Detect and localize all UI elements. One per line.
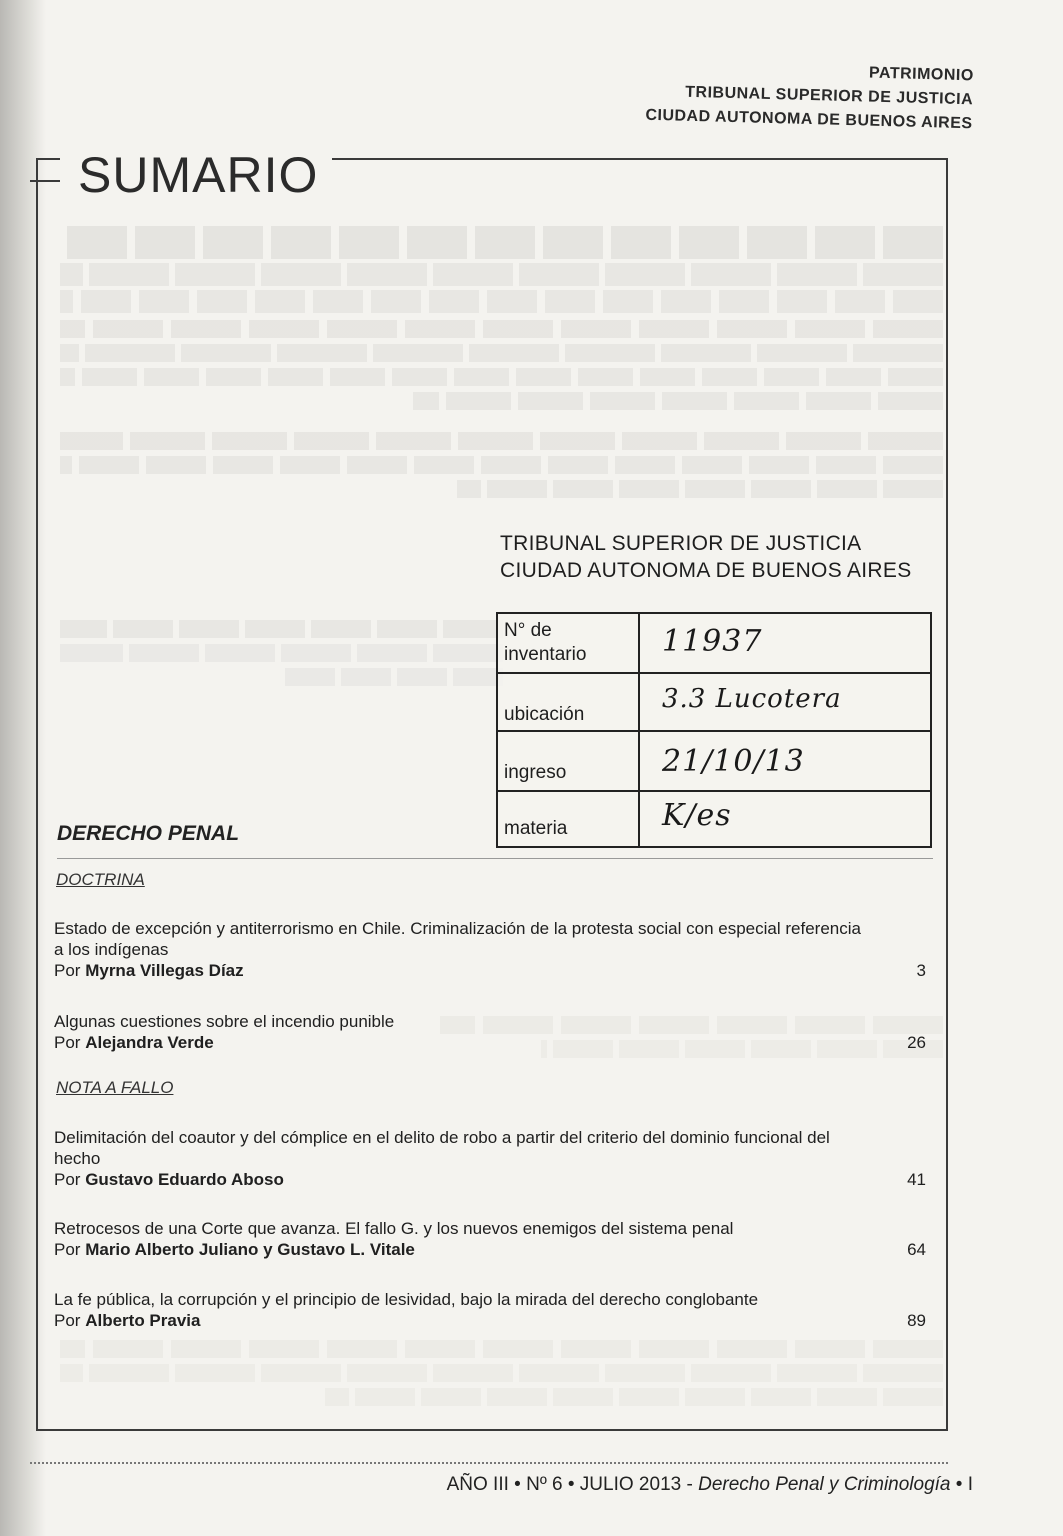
toc-entry[interactable]	[54, 1289, 926, 1331]
entry-title: Estado de excepción y antiterrorismo en Chile. Criminalización de la protesta social con especial referencia a los indígenas	[54, 919, 861, 959]
show-through-text	[60, 432, 943, 498]
entry-page: 64	[907, 1240, 926, 1259]
entry-por: Por	[54, 961, 81, 980]
entry-author: Myrna Villegas Díaz	[85, 961, 244, 980]
entry-por: Por	[54, 1311, 81, 1330]
entry-por: Por	[54, 1170, 81, 1189]
inventory-divider	[638, 674, 640, 730]
stamp-line-1: PATRIMONIO	[868, 64, 974, 85]
footer-issue: AÑO III • Nº 6 • JULIO 2013 -	[446, 1474, 699, 1495]
entry-por: Por	[54, 1033, 81, 1052]
show-through-text	[60, 226, 943, 313]
inventory-label: materia	[504, 818, 568, 839]
entry-author: Alberto Pravia	[85, 1311, 201, 1330]
entry-author-line	[54, 1169, 926, 1190]
inventory-row	[498, 674, 930, 732]
toc-entry[interactable]	[54, 918, 926, 981]
inventory-row	[498, 792, 930, 848]
inventory-row	[498, 732, 930, 792]
entry-page: 3	[916, 961, 926, 980]
inventory-label: inventario	[504, 644, 587, 665]
page-footer	[447, 1474, 973, 1496]
section-title: DERECHO PENAL	[57, 822, 240, 845]
inventory-divider	[638, 792, 640, 848]
footer-dotted-rule	[30, 1462, 948, 1464]
inventory-header-line-1: TRIBUNAL SUPERIOR DE JUSTICIA	[500, 532, 862, 555]
inventory-value-handwritten: 11937	[662, 624, 763, 659]
inventory-row	[498, 614, 930, 674]
footer-page: • I	[950, 1474, 973, 1495]
show-through-text	[60, 620, 503, 686]
entry-author: Alejandra Verde	[85, 1033, 214, 1052]
entry-title: La fe pública, la corrupción y el principio de lesividad, bajo la mirada del derecho conglobante	[54, 1290, 759, 1309]
entry-author-line	[54, 1239, 926, 1260]
section-rule	[57, 858, 933, 859]
inventory-label: N° de	[504, 620, 552, 641]
library-stamp	[645, 56, 974, 137]
entry-author: Mario Alberto Juliano y Gustavo L. Vitale	[85, 1240, 415, 1259]
entry-title: Delimitación del coautor y del cómplice en el delito de robo a partir del criterio del dominio funcional del hecho	[54, 1128, 830, 1168]
inventory-stamp-table	[496, 612, 932, 848]
entry-title: Algunas cuestiones sobre el incendio punible	[54, 1012, 395, 1031]
inventory-label: ingreso	[504, 762, 567, 783]
toc-entry[interactable]	[54, 1218, 926, 1260]
toc-entry[interactable]	[54, 1127, 926, 1190]
entry-por: Por	[54, 1240, 81, 1259]
show-through-text	[60, 320, 943, 410]
show-through-text	[60, 1340, 943, 1406]
entry-page: 89	[907, 1311, 926, 1330]
stamp-line-2: TRIBUNAL SUPERIOR DE JUSTICIA	[684, 83, 974, 109]
inventory-value-handwritten: K/es	[662, 798, 732, 833]
inventory-value-handwritten: 21/10/13	[662, 744, 805, 779]
inventory-divider	[638, 732, 640, 790]
inventory-header-line-2: CIUDAD AUTONOMA DE BUENOS AIRES	[500, 559, 912, 582]
entry-author: Gustavo Eduardo Aboso	[85, 1170, 284, 1189]
entry-title: Retrocesos de una Corte que avanza. El fallo G. y los nuevos enemigos del sistema penal	[54, 1219, 734, 1238]
footer-journal: Derecho Penal y Criminología	[698, 1474, 951, 1495]
entry-author-line	[54, 1032, 926, 1053]
entry-author-line	[54, 1310, 926, 1331]
subsection-nota-a-fallo: NOTA A FALLO	[56, 1078, 174, 1097]
inventory-stamp-header	[500, 530, 952, 584]
inventory-value-handwritten: 3.3 Lucotera	[662, 684, 842, 714]
entry-page: 41	[907, 1170, 926, 1189]
inventory-divider	[638, 614, 640, 672]
entry-page: 26	[907, 1033, 926, 1052]
entry-author-line	[54, 960, 926, 981]
subsection-doctrina: DOCTRINA	[56, 870, 145, 889]
inventory-label: ubicación	[504, 704, 585, 725]
page-title: SUMARIO	[60, 146, 332, 204]
stamp-line-3: CIUDAD AUTONOMA DE BUENOS AIRES	[644, 106, 973, 133]
toc-entry[interactable]	[54, 1011, 926, 1053]
